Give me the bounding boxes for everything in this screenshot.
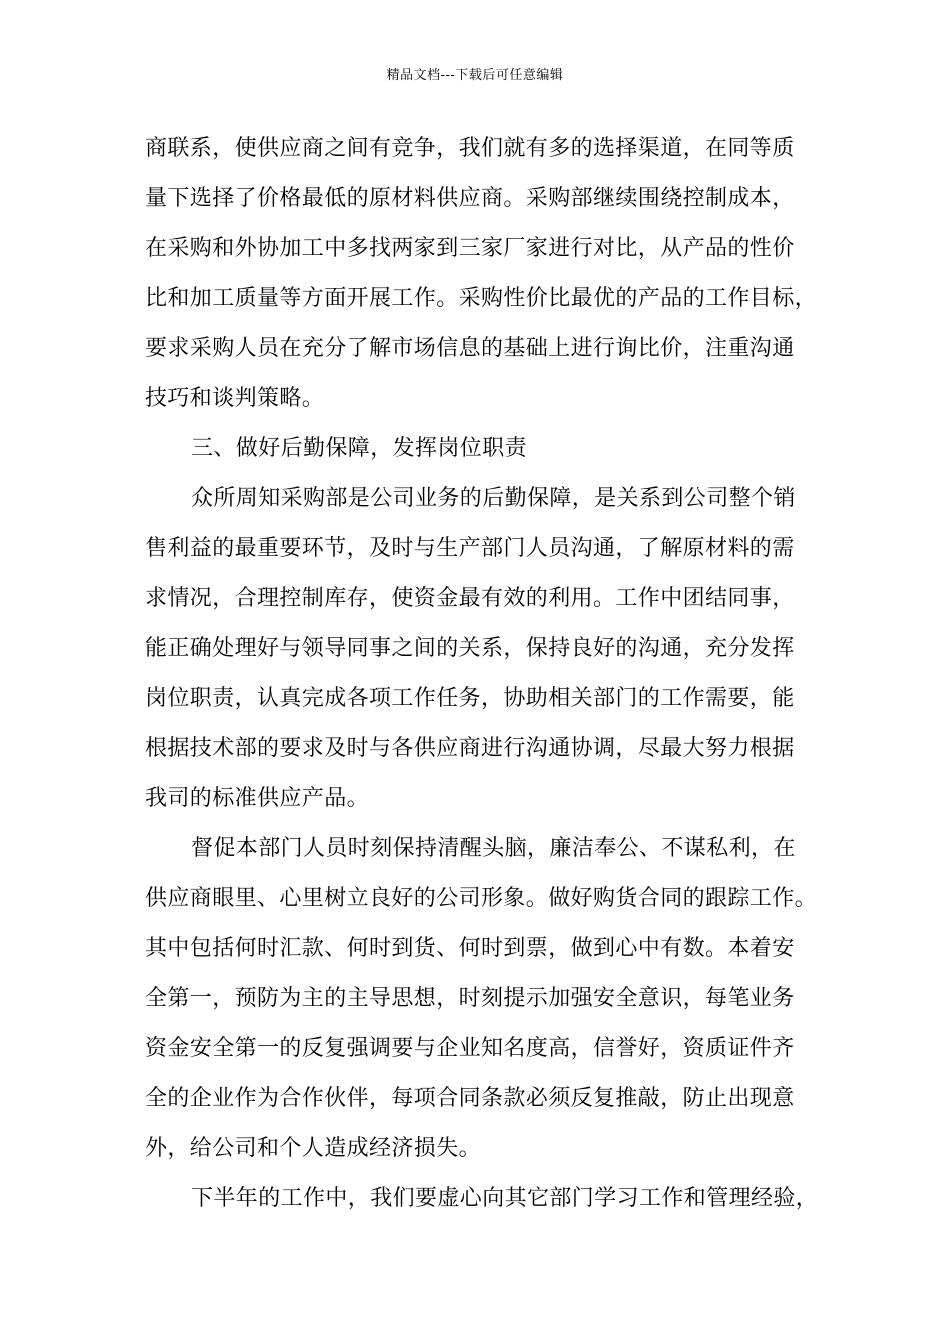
text-line: 众所周知采购部是公司业务的后勤保障，是关系到公司整个销 xyxy=(191,486,796,511)
text-line: 外，给公司和个人造成经济损失。 xyxy=(145,1136,482,1161)
text-line: 督促本部门人员时刻保持清醒头脑，廉洁奉公、不谋私利，在 xyxy=(191,836,796,861)
text-line: 资金安全第一的反复强调要与企业知名度高，信誉好，资质证件齐 xyxy=(145,1036,795,1061)
text-line: 比和加工质量等方面开展工作。采购性价比最优的产品的工作目标， xyxy=(145,286,818,311)
text-line: 全第一，预防为主的主导思想，时刻提示加强安全意识，每笔业务 xyxy=(145,986,795,1011)
text-line: 售利益的最重要环节，及时与生产部门人员沟通，了解原材料的需 xyxy=(145,536,795,561)
text-line: 能正确处理好与领导同事之间的关系，保持良好的沟通，充分发挥 xyxy=(145,636,795,661)
text-line: 商联系，使供应商之间有竞争，我们就有多的选择渠道，在同等质 xyxy=(145,136,795,161)
text-line: 在采购和外协加工中多找两家到三家厂家进行对比，从产品的性价 xyxy=(145,236,795,261)
page-header: 精品文档---下载后可任意编辑 xyxy=(386,68,564,83)
text-line: 技巧和谈判策略。 xyxy=(145,386,325,411)
text-line: 求情况，合理控制库存，使资金最有效的利用。工作中团结同事， xyxy=(145,586,795,611)
text-line: 根据技术部的要求及时与各供应商进行沟通协调，尽最大努力根据 xyxy=(145,736,795,761)
document-body xyxy=(145,124,825,1224)
text-line: 下半年的工作中，我们要虚心向其它部门学习工作和管理经验， xyxy=(191,1186,819,1211)
text-line: 其中包括何时汇款、何时到货、何时到票，做到心中有数。本着安 xyxy=(145,936,795,961)
section-heading: 三、做好后勤保障，发挥岗位职责 xyxy=(191,436,528,461)
text-line: 供应商眼里、心里树立良好的公司形象。做好购货合同的跟踪工作。 xyxy=(145,886,818,911)
text-line: 我司的标准供应产品。 xyxy=(145,786,370,811)
text-line: 量下选择了价格最低的原材料供应商。采购部继续围绕控制成本， xyxy=(145,186,795,211)
text-line: 要求采购人员在充分了解市场信息的基础上进行询比价，注重沟通 xyxy=(145,336,795,361)
text-line: 岗位职责，认真完成各项工作任务，协助相关部门的工作需要，能 xyxy=(145,686,795,711)
text-line: 全的企业作为合作伙伴，每项合同条款必须反复推敲，防止出现意 xyxy=(145,1086,795,1111)
